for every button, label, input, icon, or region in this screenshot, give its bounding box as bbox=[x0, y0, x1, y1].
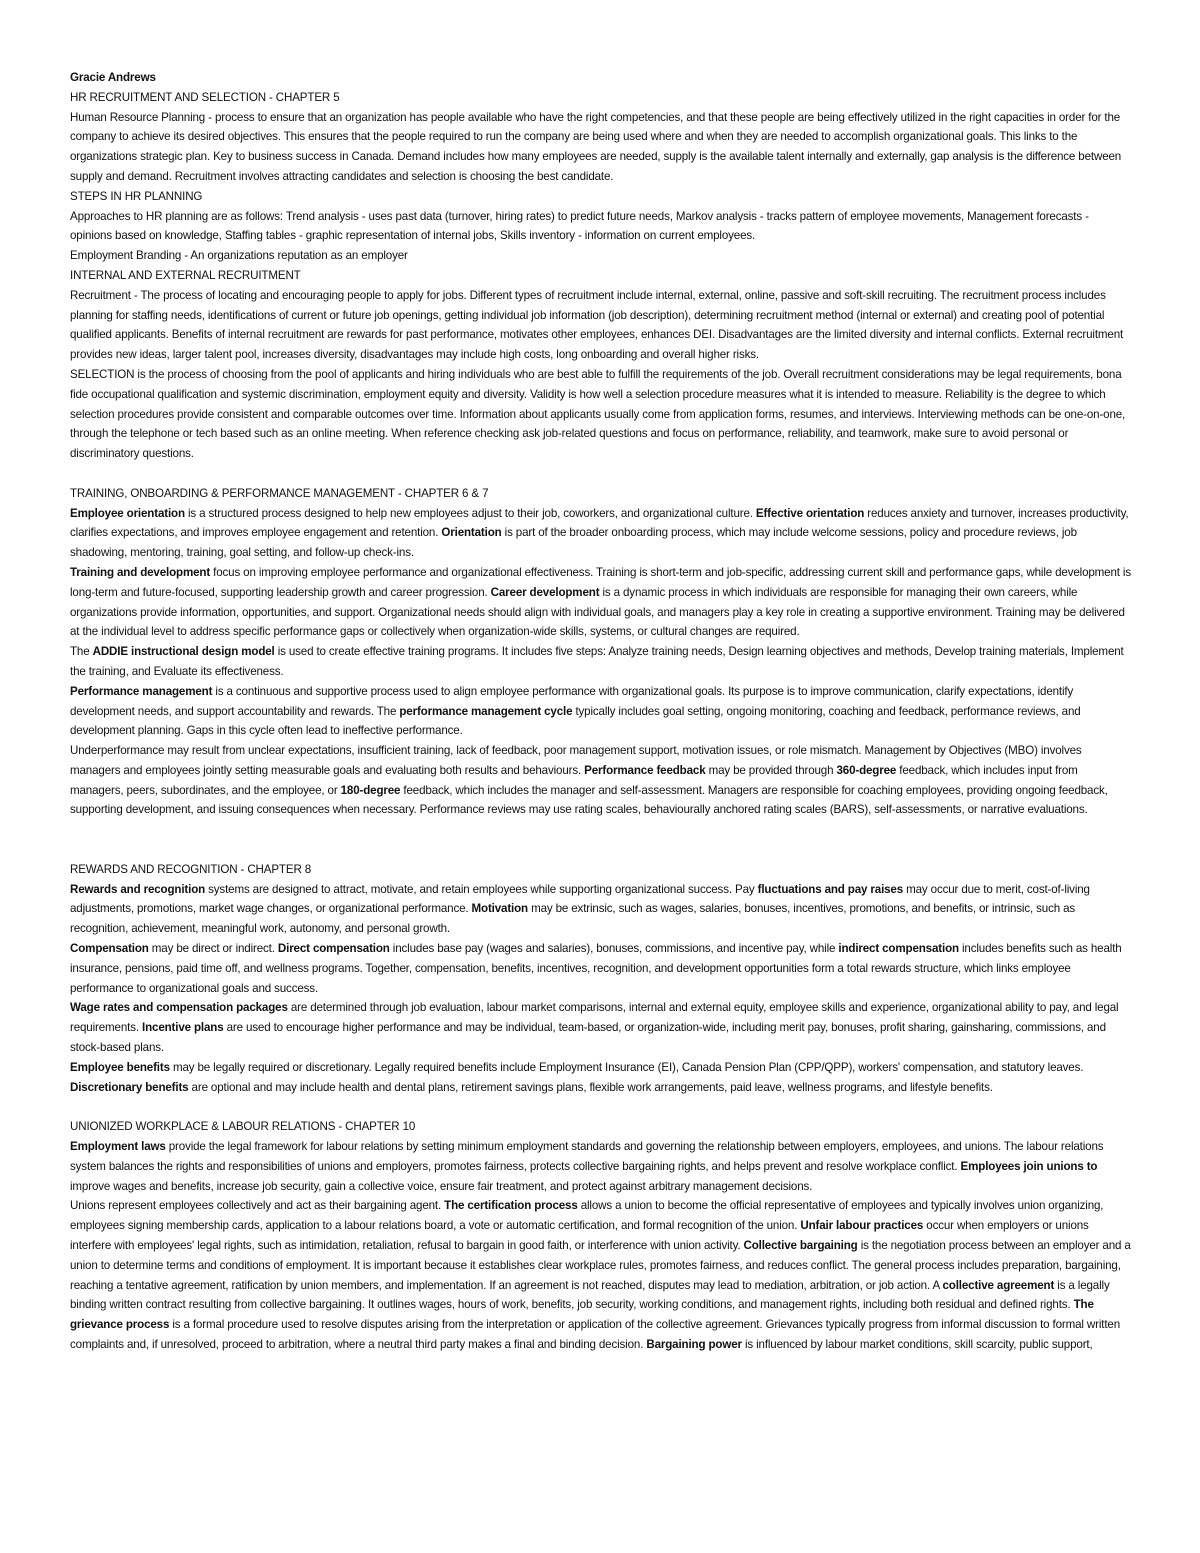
paragraph-unions bbox=[70, 1196, 1132, 1354]
text-run: are determined through job evaluation, labour market comparisons, internal and external equity, employee skills and experience, organizational ability to pay, and legal requirements. bbox=[70, 1001, 1119, 1035]
text-run: is influenced by labour market conditions, skill scarcity, public support, bbox=[741, 1338, 1093, 1351]
bold-term: Collective bargaining bbox=[743, 1239, 858, 1253]
text-run: includes benefits such as health insurance, pensions, paid time off, and wellness programs. Together, compensation, benefits, incentives, recognition, and development opportunities form a total rewards structure, which links employee performance to organizational goals and success. bbox=[70, 942, 1122, 995]
text-run: may occur due to merit, cost-of-living adjustments, promotions, market wage changes, or organizational performance. bbox=[70, 882, 1090, 916]
paragraph-branding: Employment Branding - An organizations reputation as an employer bbox=[70, 249, 408, 263]
text-run: is a structured process designed to help new employees adjust to their job, coworkers, and organizational culture. bbox=[184, 506, 756, 520]
bold-term: ADDIE instructional design model bbox=[92, 645, 275, 659]
section-heading-union: UNIONIZED WORKPLACE & LABOUR RELATIONS - CHAPTER 10 bbox=[70, 1120, 416, 1134]
text-run: is a formal procedure used to resolve disputes arising from the interpretation or application of the collective agreement. Grievances typically progress from informal discussion to formal written complaints and, if unresolved, proceed to arbitration, where a neutral third party makes a final and binding decision. bbox=[70, 1318, 1121, 1351]
paragraph-employment-laws bbox=[70, 1137, 1132, 1196]
bold-term: Incentive plans bbox=[142, 1021, 224, 1035]
text-run: Unions represent employees collectively and act as their bargaining agent. bbox=[70, 1199, 445, 1213]
bold-term: Training and development bbox=[70, 565, 211, 579]
text-run: are optional and may include health and dental plans, retirement savings plans, flexible work arrangements, paid leave, wellness programs, and lifestyle benefits. bbox=[188, 1080, 993, 1094]
text-run: may be legally required or discretionary. Legally required benefits include Employment Insurance (EI), Canada Pension Plan (CPP/QPP), workers' compensation, and statutory leaves. bbox=[169, 1060, 1084, 1074]
paragraph-hr-planning: Human Resource Planning - process to ensure that an organization has people available who have the right competencies, and that these people are being effectively utilized in the right capacities in order for the company to achieve its desired objectives. This ensures that the people required to run the company are being used where and when they are needed to accomplish organizational goals. This links to the organizations strategic plan. Key to business success in Canada. Demand includes how many employees are needed, supply is the available talent internally and externally, gap analysis is the difference between supply and demand. Recruitment involves attracting candidates and selection is choosing the best candidate. bbox=[70, 110, 1122, 183]
bold-term: Career development bbox=[490, 585, 600, 599]
bold-term: Discretionary benefits bbox=[70, 1080, 189, 1094]
paragraph-rewards bbox=[70, 880, 1132, 939]
text-run: provide the legal framework for labour relations by setting minimum employment standards and governing the relationship between employers, employees, and unions. The labour relations system balances the rights and responsibilities of unions and employers, promotes fairness, protects collective bargaining rights, and helps prevent and resolve workplace conflict. bbox=[70, 1140, 1104, 1173]
bold-term: performance management cycle bbox=[399, 704, 573, 718]
text-run: typically includes goal setting, ongoing monitoring, coaching and feedback, performance reviews, and development planning. Gaps in this cycle often lead to ineffective performance. bbox=[70, 704, 1081, 738]
bold-term: Direct compensation bbox=[277, 942, 390, 956]
text-run: The bbox=[70, 645, 93, 659]
spacer bbox=[70, 820, 1132, 860]
text-run: is a dynamic process in which individuals are responsible for managing their own careers, while organizations provide information, opportunities, and support. Organizational needs should align with individual goals, and managers play a key role in creating a supportive environment. Training may be delivered at the individual level to address specific performance gaps or collectively when organization-wide skills, systems, or cultural changes are required. bbox=[70, 585, 1125, 639]
bold-term: Performance feedback bbox=[584, 763, 706, 777]
text-run: allows a union to become the official representative of employees and typically involves union organizing, employees signing membership cards, application to a labour relations board, a vote or automatic certification, and formal recognition of the union. bbox=[70, 1199, 1104, 1233]
bold-term: Employment laws bbox=[70, 1140, 166, 1154]
text-run: improve wages and benefits, increase job security, gain a collective voice, ensure fair treatment, and protect against arbitrary management decisions. bbox=[70, 1179, 813, 1193]
bold-term: Employees join unions to bbox=[960, 1159, 1098, 1173]
bold-term: fluctuations and pay raises bbox=[757, 882, 904, 896]
text-run: may be provided through bbox=[705, 763, 837, 777]
text-run: focus on improving employee performance and organizational effectiveness. Training is short-term and job-specific, addressing current skill and performance gaps, while development is long-term and future-focused, supporting leadership growth and career progression. bbox=[70, 565, 1131, 599]
bold-term: The grievance process bbox=[70, 1298, 1094, 1332]
bold-term: Orientation bbox=[441, 526, 502, 540]
bold-term: Performance management bbox=[70, 684, 213, 698]
subheading-steps: STEPS IN HR PLANNING bbox=[70, 189, 203, 203]
text-run: is a legally binding written contract resulting from collective bargaining. It outlines wages, hours of work, benefits, job security, working conditions, and management rights, including both residual and defined rights. bbox=[70, 1278, 1110, 1312]
text-run: reduces anxiety and turnover, increases productivity, clarifies expectations, and improves employee engagement and retention. bbox=[70, 506, 1129, 540]
paragraph-orientation bbox=[70, 504, 1132, 563]
bold-term: Bargaining power bbox=[646, 1338, 742, 1351]
bold-term: Motivation bbox=[471, 902, 528, 916]
section-heading-hr: HR RECRUITMENT AND SELECTION - CHAPTER 5 bbox=[70, 90, 340, 104]
author-name: Gracie Andrews bbox=[70, 71, 156, 84]
text-run: is used to create effective training programs. It includes five steps: Analyze training needs, Design learning objectives and methods, Develop training materials, Implement the training, and Evaluate its effectiveness. bbox=[70, 645, 1124, 678]
paragraph-compensation bbox=[70, 939, 1132, 998]
text-run: feedback, which includes input from managers, peers, subordinates, and the employee, or bbox=[70, 763, 1078, 797]
section-heading-rewards: REWARDS AND RECOGNITION - CHAPTER 8 bbox=[70, 862, 312, 876]
bold-term: Effective orientation bbox=[755, 506, 865, 520]
bold-term: indirect compensation bbox=[838, 942, 959, 956]
paragraph-selection: SELECTION is the process of choosing from the pool of applicants and hiring individuals who are best able to fulfill the requirements of the job. Overall recruitment considerations may be legal requirements, bona fide occupational qualification and systemic discrimination, employment equity and diversity. Validity is how well a selection procedure measures what it is intended to measure. Reliability is the degree to which selection procedures provide consistent and comparable outcomes over time. Information about applicants usually come from application forms, resumes, and interviews. Interviewing methods can be one-on-one, through the telephone or tech based such as an online meeting. When reference checking ask job-related questions and focus on performance, reliability, and teamwork, make sure to avoid personal or discriminatory questions. bbox=[70, 367, 1126, 461]
paragraph-benefits bbox=[70, 1058, 1132, 1098]
text-run: may be extrinsic, such as wages, salaries, bonuses, incentives, promotions, and benefits, or intrinsic, such as recognition, achievement, meaningful work, autonomy, and personal growth. bbox=[70, 902, 1076, 936]
text-run: is a continuous and supportive process used to align employee performance with organizational goals. Its purpose is to improve communication, clarify expectations, identify development needs, and support accountability and rewards. The bbox=[70, 684, 1074, 718]
bold-term: Compensation bbox=[70, 942, 149, 956]
document-page bbox=[70, 68, 1132, 1355]
spacer bbox=[70, 464, 1132, 484]
paragraph-performance-management bbox=[70, 682, 1132, 741]
subheading-internal-external: INTERNAL AND EXTERNAL RECRUITMENT bbox=[70, 268, 301, 282]
bold-term: Employee orientation bbox=[70, 506, 185, 520]
bold-term: 360-degree bbox=[836, 763, 897, 777]
text-run: occur when employers or unions interfere with employees' legal rights, such as intimidation, retaliation, refusal to bargain in good faith, or interference with union activity. bbox=[70, 1219, 1089, 1253]
paragraph-steps: Approaches to HR planning are as follows: Trend analysis - uses past data (turnover, hiring rates) to predict future needs, Markov analysis - tracks pattern of employee movements, Management forecasts - opinions based on knowledge, Staffing tables - graphic representation of internal jobs, Skills inventory - information on current employees. bbox=[70, 209, 1089, 243]
text-run: feedback, which includes the manager and self-assessment. Managers are responsible for coaching employees, providing ongoing feedback, supporting development, and issuing consequences when necessary. Performance reviews may use rating scales, behaviourally anchored rating scales (BARS), self-assessments, or narrative evaluations. bbox=[70, 783, 1108, 817]
text-run: includes base pay (wages and salaries), bonuses, commissions, and incentive pay, while bbox=[389, 942, 839, 956]
paragraph-wage-rates bbox=[70, 998, 1132, 1057]
section-heading-training: TRAINING, ONBOARDING & PERFORMANCE MANAGEMENT - CHAPTER 6 & 7 bbox=[70, 486, 489, 500]
paragraph-recruitment: Recruitment - The process of locating and encouraging people to apply for jobs. Different types of recruitment include internal, external, online, passive and soft-skill recruiting. The recruitment process includes planning for staffing needs, identifications of current or future job openings, getting individual job information (job description), determining recruitment method (internal or external) and creating pool of potential qualified applicants. Benefits of internal recruitment are rewards for past performance, motivates other employees, enhances DEI. Disadvantages are the limited diversity and internal conflicts. External recruitment provides new ideas, larger talent pool, increases diversity, disadvantages may include high costs, long onboarding and overall higher risks. bbox=[70, 288, 1124, 362]
bold-term: collective agreement bbox=[942, 1278, 1055, 1292]
spacer bbox=[70, 1097, 1132, 1117]
text-run: is part of the broader onboarding process, which may include welcome sessions, policy and procedure reviews, job shadowing, mentoring, training, goal setting, and follow-up check-ins. bbox=[70, 526, 1077, 560]
text-run: systems are designed to attract, motivate, and retain employees while supporting organizational success. Pay bbox=[205, 882, 758, 896]
paragraph-addie bbox=[70, 642, 1132, 682]
paragraph-training-development bbox=[70, 563, 1132, 642]
bold-term: Unfair labour practices bbox=[800, 1219, 924, 1233]
bold-term: Wage rates and compensation packages bbox=[70, 1001, 288, 1015]
text-run: is the negotiation process between an employer and a union to determine terms and conditions of employment. It is important because it establishes clear workplace rules, promotes fairness, and reduces conflict. The general process includes preparation, bargaining, reaching a tentative agreement, ratification by union members, and implementation. If an agreement is not reached, disputes may lead to mediation, arbitration, or job action. A bbox=[70, 1239, 1131, 1292]
bold-term: Rewards and recognition bbox=[70, 882, 206, 896]
text-run: Underperformance may result from unclear expectations, insufficient training, lack of feedback, poor management support, motivation issues, or role mismatch. Management by Objectives (MBO) involves managers and employees jointly setting measurable goals and evaluating both results and behaviours. bbox=[70, 744, 1082, 777]
text-run: may be direct or indirect. bbox=[148, 942, 278, 956]
bold-term: 180-degree bbox=[340, 783, 401, 797]
bold-term: Employee benefits bbox=[70, 1060, 170, 1074]
bold-term: The certification process bbox=[444, 1199, 578, 1213]
paragraph-underperformance bbox=[70, 741, 1132, 820]
text-run: are used to encourage higher performance and may be individual, team-based, or organization-wide, including merit pay, bonuses, profit sharing, gainsharing, commissions, and stock-based plans. bbox=[70, 1021, 1106, 1055]
